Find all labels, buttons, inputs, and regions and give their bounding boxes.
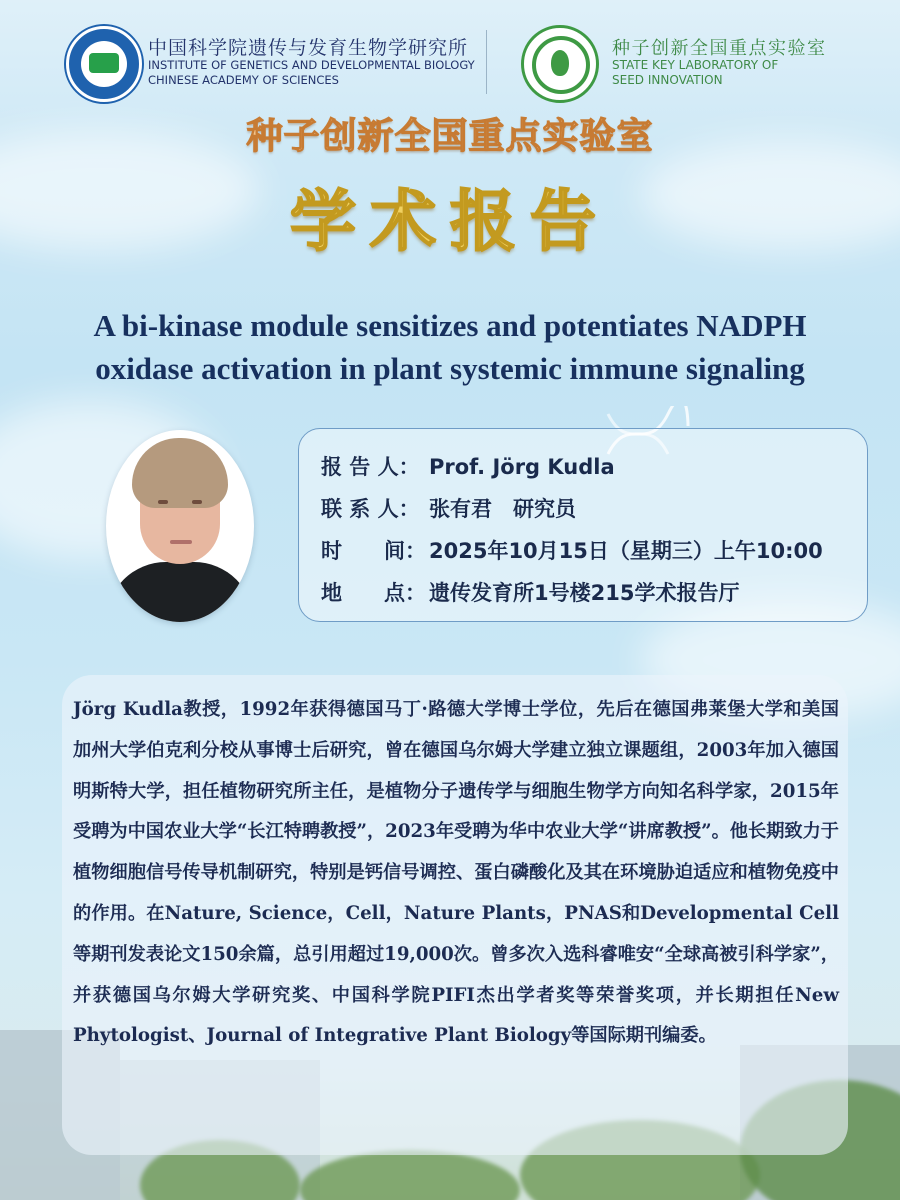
right-org-name-en [612,58,778,88]
right-org-name-en-line1: STATE KEY LABORATORY OF [612,58,779,72]
lab-title: 种子创新全国重点实验室 [246,116,654,157]
contact-row [321,493,576,523]
igdb-logo-icon [66,26,142,102]
speaker-row [321,451,615,481]
talk-title-line1: A bi-kinase module sensitizes and potentiates NADPH [93,308,807,343]
time-value: 2025年10月15日（星期三）上午10:00 [429,539,823,563]
event-info-box [298,428,868,622]
tree-decoration [300,1150,520,1200]
left-org-name-en-line1: INSTITUTE OF GENETICS AND DEVELOPMENTAL BIOLOGY [148,58,475,72]
main-title: 学术报告 [290,182,610,260]
right-org-name-en-line2: SEED INNOVATION [612,73,723,87]
left-org-name-en [148,58,475,88]
speaker-value: Prof. Jörg Kudla [429,455,615,479]
header-divider [486,30,487,94]
location-label: 地 点： [321,581,426,605]
speaker-photo [106,430,254,622]
time-label: 时 间： [321,539,426,563]
speaker-bio: Jörg Kudla教授，1992年获得德国马丁·路德大学博士学位，先后在德国弗莱堡大学和美国加州大学伯克利分校从事博士后研究，曾在德国乌尔姆大学建立独立课题组，2003年加入德国明斯特大学，担任植物研究所主任，是植物分子遗传学与细胞生物学方向知名科学家，2015年受聘为中国农业大学“长江特聘教授”，2023年受聘为华中农业大学“讲席教授”。他长期致力于植物细胞信号传导机制研究，特别是钙信号调控、蛋白磷酸化及其在环境胁迫适应和植物免疫中的作用。在Nature, Science，Cell，Nature Plants，PNAS和Developmental Cell等期刊发表论文150余篇，总引用超过19,000次。曾多次入选科睿唯安“全球高被引科学家”，并获德国乌尔姆大学研究奖、中国科学院PIFI杰出学者奖等荣誉奖项，并长期担任New Phytologist、Journal of Integrative Plant Biology等国际期刊编委。 [73,699,839,1047]
talk-title [40,304,860,390]
contact-value: 张有君 研究员 [429,497,576,521]
time-row [321,535,823,565]
location-row [321,577,739,607]
left-org-name-cn: 中国科学院遗传与发育生物学研究所 [148,37,469,59]
talk-title-line2: oxidase activation in plant systemic immune signaling [95,351,805,386]
location-value: 遗传发育所1号楼215学术报告厅 [429,581,740,605]
seed-lab-logo-icon [521,25,599,103]
right-org-name-cn: 种子创新全国重点实验室 [612,38,827,59]
left-org-name-en-line2: CHINESE ACADEMY OF SCIENCES [148,73,339,87]
speaker-label: 报 告 人： [321,455,420,479]
contact-label: 联 系 人： [321,497,420,521]
